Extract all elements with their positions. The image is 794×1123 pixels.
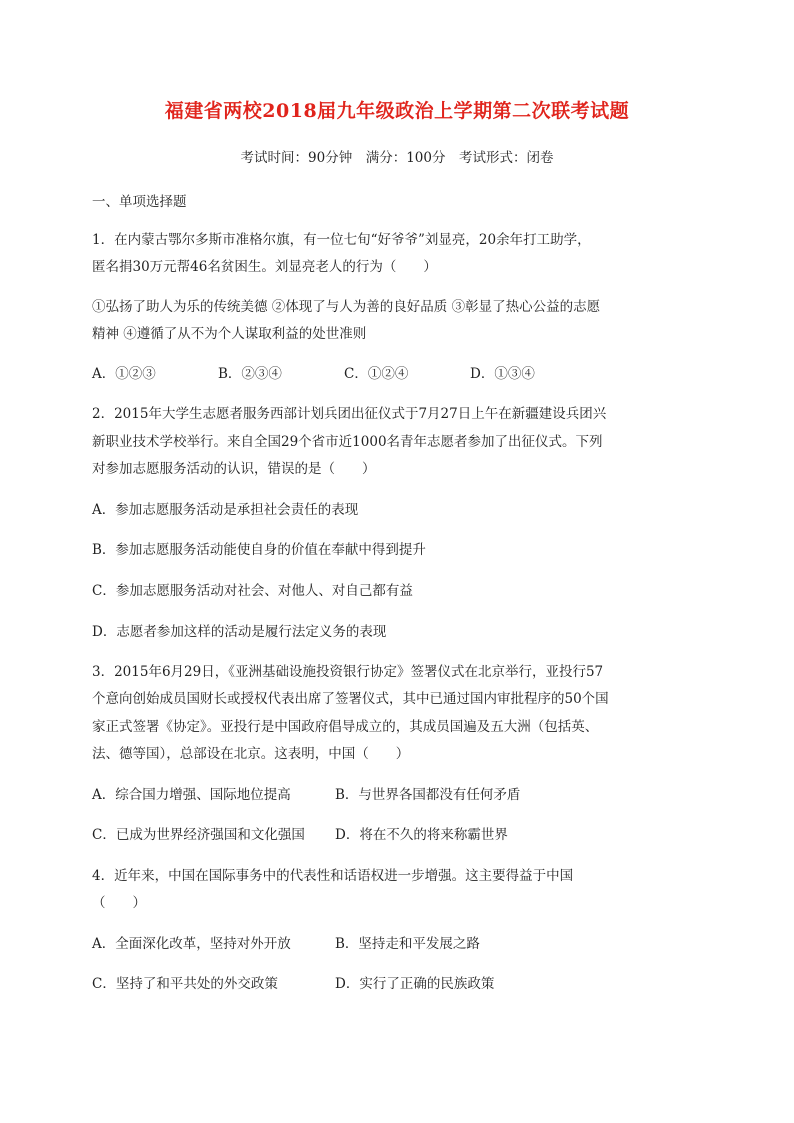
q1-statements-line-1: ①弘扬了助人为乐的传统美德 ②体现了与人为善的良好品质 ③彰显了热心公益的志愿 <box>92 299 601 315</box>
q3-option-a: A．综合国力增强、国际地位提高 <box>92 787 291 803</box>
q4-stem-line-1: 4．近年来，中国在国际事务中的代表性和话语权进一步增强。这主要得益于中国 <box>92 868 574 884</box>
q1-stem-line-1: 1．在内蒙古鄂尔多斯市准格尔旗，有一位七旬“好爷爷”刘显亮，20余年打工助学， <box>92 232 591 248</box>
q2-stem-line-3: 对参加志愿服务活动的认识，错误的是（ ） <box>92 461 376 477</box>
q3-option-b: B．与世界各国都没有任何矛盾 <box>335 787 521 803</box>
section-heading: 一、单项选择题 <box>92 194 187 210</box>
q4-option-b: B．坚持走和平发展之路 <box>335 936 480 952</box>
q3-stem-line-3: 家正式签署《协定》。亚投行是中国政府倡导成立的，其成员国遍及五大洲（包括英、 <box>92 719 599 735</box>
q3-option-d: D．将在不久的将来称霸世界 <box>335 827 508 843</box>
q1-option-b: B．②③④ <box>218 366 282 382</box>
q1-option-c: C．①②④ <box>344 366 409 382</box>
q2-option-c: C．参加志愿服务活动对社会、对他人、对自己都有益 <box>92 583 413 599</box>
q4-option-c: C．坚持了和平共处的外交政策 <box>92 976 278 992</box>
q2-option-b: B．参加志愿服务活动能使自身的价值在奉献中得到提升 <box>92 542 426 558</box>
q4-option-d: D．实行了正确的民族政策 <box>335 976 495 992</box>
q1-option-a: A．①②③ <box>92 366 156 382</box>
q1-statements-line-2: 精神 ④遵循了从不为个人谋取利益的处世准则 <box>92 326 367 342</box>
q1-stem-line-2: 匿名捐30万元帮46名贫困生。刘显亮老人的行为（ ） <box>92 259 437 275</box>
q4-stem-line-2: （ ） <box>92 895 146 911</box>
q2-option-d: D．志愿者参加这样的活动是履行法定义务的表现 <box>92 624 387 640</box>
q3-stem-line-4: 法、德等国），总部设在北京。这表明，中国（ ） <box>92 746 410 762</box>
q3-stem-line-1: 3．2015年6月29日，《亚洲基础设施投资银行协定》签署仪式在北京举行，亚投行57 <box>92 664 604 680</box>
q3-stem-line-2: 个意向创始成员国财长或授权代表出席了签署仪式，其中已通过国内审批程序的50个国 <box>92 691 609 707</box>
q2-option-a: A．参加志愿服务活动是承担社会责任的表现 <box>92 502 359 518</box>
document-title: 福建省两校2018届九年级政治上学期第二次联考试题 <box>164 100 630 122</box>
q3-option-c: C．已成为世界经济强国和文化强国 <box>92 827 305 843</box>
q1-option-d: D．①③④ <box>470 366 535 382</box>
q2-stem-line-2: 新职业技术学校举行。来自全国29个省市近1000名青年志愿者参加了出征仪式。下列 <box>92 434 603 450</box>
exam-info: 考试时间：90分钟 满分：100分 考试形式：闭卷 <box>240 150 554 166</box>
q4-option-a: A．全面深化改革，坚持对外开放 <box>92 936 291 952</box>
q2-stem-line-1: 2．2015年大学生志愿者服务西部计划兵团出征仪式于7月27日上午在新疆建设兵团兴 <box>92 406 607 422</box>
